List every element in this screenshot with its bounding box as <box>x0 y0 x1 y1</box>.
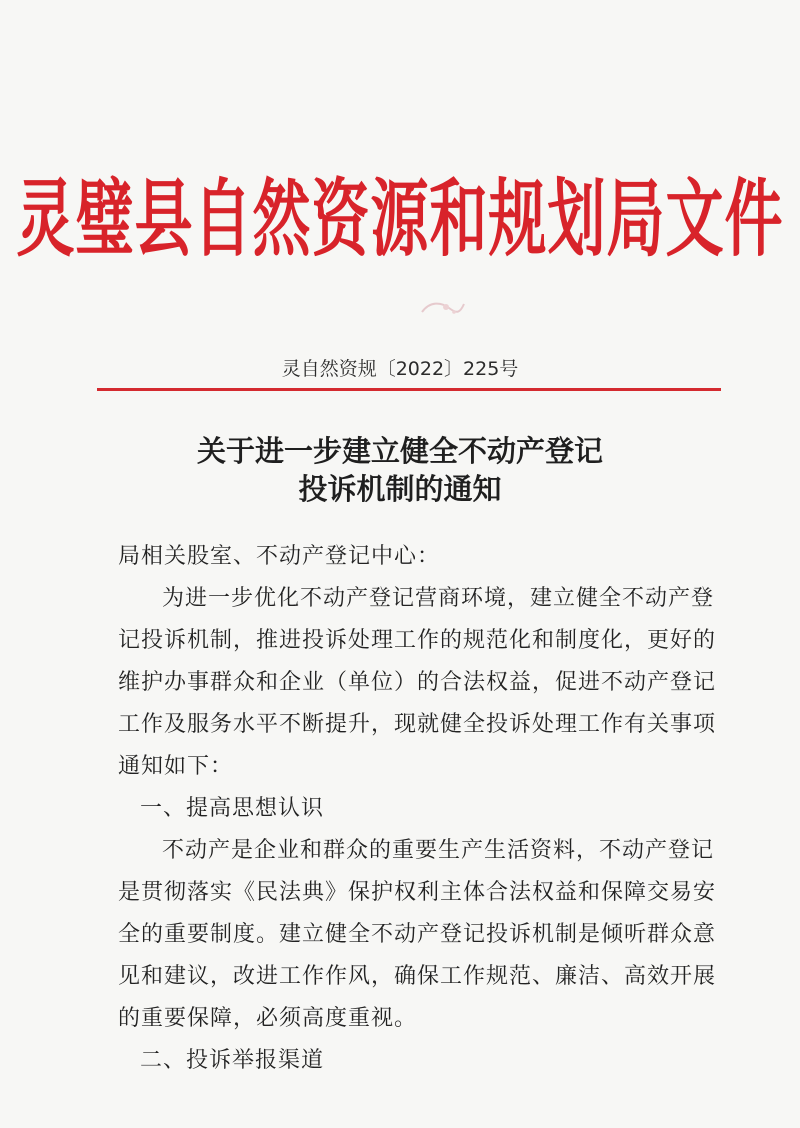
section-heading: 一、提高思想认识 <box>140 796 325 821</box>
document-body <box>118 536 718 1082</box>
paragraph-line: 为进一步优化不动产登记营商环境，建立健全不动产登 <box>162 586 715 611</box>
paragraph-line: 维护办事群众和企业（单位）的合法权益，促进不动产登记 <box>118 670 717 695</box>
paragraph-line: 是贯彻落实《民法典》保护权利主体合法权益和保障交易安 <box>118 880 717 905</box>
paragraph-line: 通知如下： <box>118 754 234 779</box>
recipient-line: 局相关股室、不动产登记中心： <box>118 544 441 569</box>
document-number: 灵自然资规〔2022〕225号 <box>281 358 519 380</box>
paragraph-line: 工作及服务水平不断提升，现就健全投诉处理工作有关事项 <box>118 712 717 737</box>
document-title <box>0 432 800 508</box>
section-heading: 二、投诉举报渠道 <box>140 1048 325 1073</box>
section-paragraph-continued <box>118 872 718 1040</box>
paragraph-line: 不动产是企业和群众的重要生产生活资料，不动产登记 <box>162 838 715 863</box>
document-masthead: 灵璧县自然资源和规划局文件 <box>16 169 784 269</box>
paragraph-line: 记投诉机制，推进投诉处理工作的规范化和制度化，更好的 <box>118 628 717 653</box>
section-paragraph <box>118 830 718 872</box>
faint-seal-mark <box>418 294 466 322</box>
paragraph-line: 全的重要制度。建立健全不动产登记投诉机制是倾听群众意 <box>118 922 717 947</box>
title-line: 关于进一步建立健全不动产登记 <box>196 434 603 468</box>
intro-paragraph-continued <box>118 620 718 788</box>
paragraph-line: 见和建议，改进工作作风，确保工作规范、廉洁、高效开展 <box>118 964 717 989</box>
title-line: 投诉机制的通知 <box>298 472 502 506</box>
paragraph-line: 的重要保障，必须高度重视。 <box>118 1006 418 1031</box>
intro-paragraph <box>118 578 718 620</box>
red-divider-line <box>97 388 721 391</box>
